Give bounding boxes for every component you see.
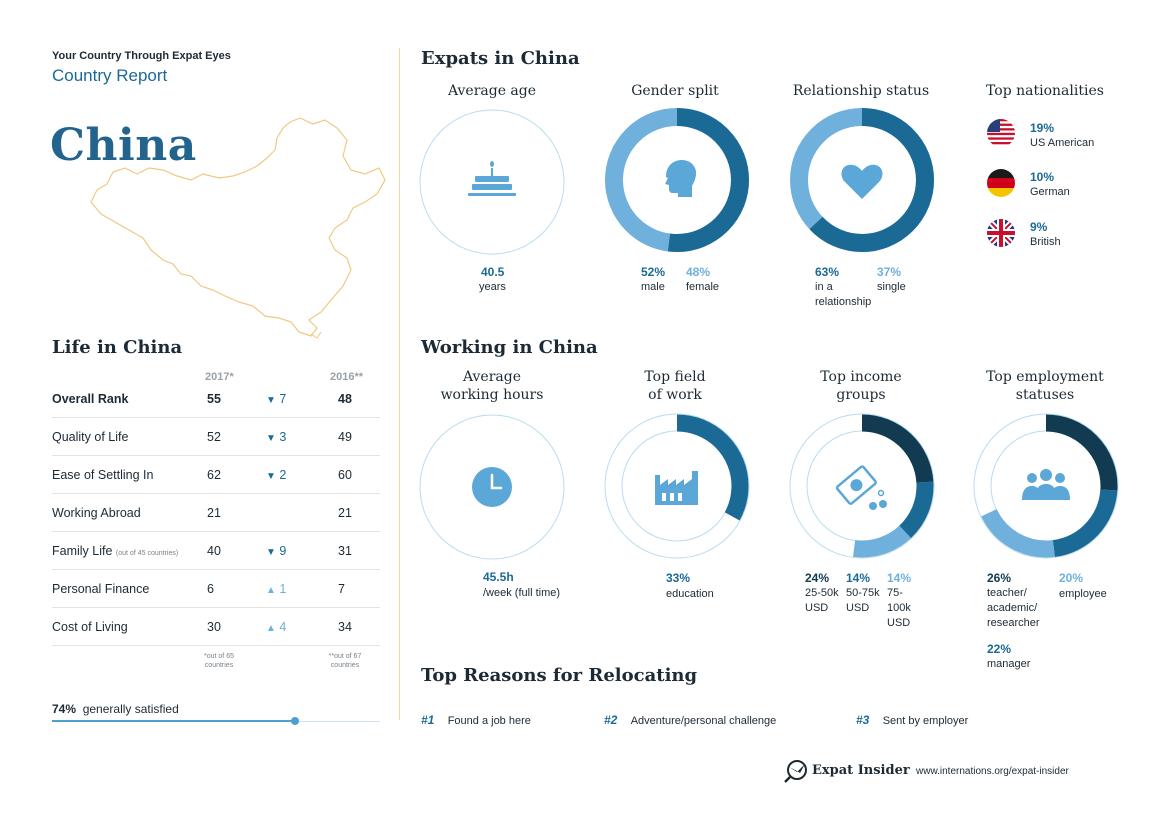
single-label: single (877, 281, 906, 293)
ranking-change: ▼ 2 (266, 468, 287, 482)
field-title: Top field of work (644, 369, 706, 403)
col-2017-header: 2017* (205, 371, 234, 383)
ranking-label: Personal Finance (52, 582, 150, 596)
ranking-2016: 48 (338, 392, 352, 406)
reason-number: #2 (604, 713, 618, 727)
satisfaction-pct: 74% (52, 702, 77, 716)
avg-age-unit: years (479, 281, 506, 293)
ranking-2017: 21 (207, 506, 221, 520)
income-label-1: 50-75k USD (846, 587, 880, 614)
website-link[interactable]: www.internations.org/expat-insider (916, 766, 1069, 777)
ranking-label: Family Life (out of 45 countries) (52, 544, 179, 558)
nationality-item-us (986, 118, 1016, 153)
ranking-2017: 6 (207, 582, 214, 596)
reason-number: #1 (421, 713, 435, 727)
hours-title: Average working hours (440, 369, 544, 403)
hours-ring (418, 413, 566, 561)
arrow-down-icon: ▼ (266, 433, 276, 444)
reasons-section-title: Top Reasons for Relocating (421, 665, 698, 686)
ranking-change: ▼ 3 (266, 430, 287, 444)
ranking-row (52, 532, 380, 570)
ranking-2016: 21 (338, 506, 352, 520)
field-name: education (666, 588, 714, 600)
nationality-item-uk (986, 218, 1016, 253)
ranking-2017: 55 (207, 392, 221, 406)
income-pct-0: 24% (805, 571, 830, 585)
ranking-change: ▼ 7 (266, 392, 287, 406)
income-pct-2: 14% (887, 571, 912, 585)
ranking-2017: 52 (207, 430, 221, 444)
ranking-change: ▲ 1 (266, 582, 287, 596)
field-pct: 33% (666, 571, 691, 585)
employment-pct-1: 22% (987, 642, 1012, 656)
ranking-2016: 31 (338, 544, 352, 558)
ranking-row (52, 456, 380, 494)
relationship-label: in a relationship (815, 281, 872, 308)
income-title: Top income groups (820, 369, 902, 403)
relationship-title: Relationship status (792, 83, 930, 99)
income-pct-1: 14% (846, 571, 871, 585)
germany-flag-icon (986, 168, 1016, 198)
ranking-2016: 7 (338, 582, 345, 596)
arrow-down-icon: ▼ (266, 395, 276, 406)
employment-label-0: teacher/ academic/ researcher (987, 587, 1040, 629)
ranking-label: Working Abroad (52, 506, 141, 520)
arrow-up-icon: ▲ (266, 623, 276, 634)
ranking-label: Overall Rank (52, 392, 129, 406)
relationship-pct: 63% (815, 265, 840, 279)
ranking-label: Ease of Settling In (52, 468, 154, 482)
head-icon (665, 160, 696, 197)
uk-flag-icon (986, 218, 1016, 248)
field-donut (604, 413, 750, 559)
income-donut (789, 413, 935, 559)
single-pct: 37% (877, 265, 902, 279)
nationality-item-de (986, 168, 1016, 203)
ranking-row (52, 608, 380, 646)
employment-donut (973, 413, 1119, 559)
reason-item-2 (604, 711, 776, 729)
expat-insider-logo-icon (784, 759, 810, 783)
coin-icon (869, 502, 877, 510)
ranking-label: Quality of Life (52, 430, 129, 444)
ranking-row (52, 418, 380, 456)
ranking-2016: 34 (338, 620, 352, 634)
nationality-pct-uk: 9% (1030, 220, 1048, 234)
report-kicker: Your Country Through Expat Eyes (52, 50, 231, 62)
clock-icon (472, 467, 512, 507)
ranking-label: Cost of Living (52, 620, 128, 634)
ranking-change: ▲ 4 (266, 620, 287, 634)
employment-pct-2: 20% (1059, 571, 1084, 585)
country-title: China (50, 120, 197, 171)
nationality-name-uk: British (1030, 236, 1061, 248)
reason-text: Sent by employer (882, 715, 969, 727)
avg-age-ring (418, 108, 566, 256)
nationality-pct-us: 19% (1030, 121, 1055, 135)
hours-value: 45.5h (483, 570, 514, 584)
ranking-2017: 30 (207, 620, 221, 634)
female-pct: 48% (686, 265, 711, 279)
employment-label-1: manager (987, 658, 1031, 670)
nationality-pct-de: 10% (1030, 170, 1055, 184)
cake-icon (468, 161, 516, 196)
us-flag-icon (986, 118, 1016, 148)
hours-unit: /week (full time) (483, 587, 561, 599)
vertical-divider (399, 48, 400, 720)
people-icon (1022, 469, 1070, 500)
china-map-outline (85, 110, 390, 340)
factory-icon (655, 471, 698, 505)
ranking-row (52, 494, 380, 532)
employment-title: Top employment statuses (986, 369, 1104, 403)
satisfaction-label: generally satisfied (82, 702, 179, 716)
report-subtitle: Country Report (52, 66, 168, 85)
working-section-title: Working in China (421, 337, 598, 358)
ranking-change: ▼ 9 (266, 544, 287, 558)
ranking-row (52, 380, 380, 418)
col-2016-header: 2016** (330, 371, 364, 383)
ranking-2016: 60 (338, 468, 352, 482)
reason-item-3 (856, 711, 968, 729)
ranking-row (52, 570, 380, 608)
ranking-2017: 62 (207, 468, 221, 482)
income-label-0: 25-50k USD (805, 587, 839, 614)
male-pct: 52% (641, 265, 666, 279)
gender-title: Gender split (631, 83, 719, 99)
arrow-up-icon: ▲ (266, 585, 276, 596)
nationality-name-de: German (1030, 186, 1070, 198)
expats-section-title: Expats in China (421, 48, 580, 69)
arrow-down-icon: ▼ (266, 471, 276, 482)
female-label: female (686, 281, 720, 293)
satisfaction-fill (52, 720, 295, 722)
reason-number: #3 (856, 713, 870, 727)
relationship-donut (789, 107, 935, 253)
avg-age-title: Average age (447, 83, 537, 99)
heart-icon (842, 165, 883, 199)
employment-label-2: employee (1059, 588, 1107, 600)
reason-text: Found a job here (447, 715, 531, 727)
brand-logo-text[interactable]: Expat Insider (812, 763, 910, 778)
life-section-title: Life in China (52, 337, 183, 358)
money-icon (836, 466, 876, 505)
satisfaction-marker (291, 717, 299, 725)
male-label: male (641, 281, 665, 293)
ranking-note: (out of 45 countries) (115, 550, 179, 557)
footnote-2017: *out of 65 countries (204, 653, 234, 669)
nationality-name-us: US American (1030, 137, 1095, 149)
ranking-2016: 49 (338, 430, 352, 444)
satisfaction-text (52, 702, 179, 716)
employment-pct-0: 26% (987, 571, 1012, 585)
ranking-2017: 40 (207, 544, 221, 558)
gender-donut (604, 107, 750, 253)
income-label-2: 75- 100k USD (887, 587, 911, 629)
arrow-down-icon: ▼ (266, 547, 276, 558)
avg-age-value: 40.5 (481, 265, 505, 279)
reason-item-1 (421, 711, 531, 729)
footnote-2016: **out of 67 countries (328, 653, 362, 669)
reason-text: Adventure/personal challenge (630, 715, 777, 727)
nationalities-title: Top nationalities (986, 83, 1104, 99)
